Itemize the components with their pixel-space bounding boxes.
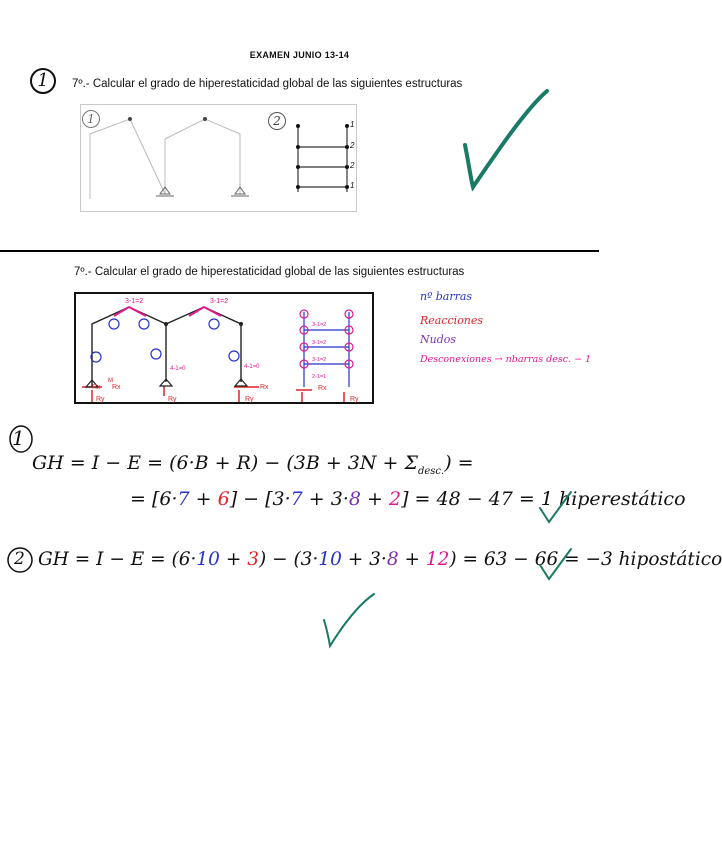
annotation-3: 4-1=0 bbox=[170, 366, 186, 372]
annotation-6: 3-1=2 bbox=[312, 340, 327, 346]
reaction-label-3: Rx bbox=[260, 384, 269, 391]
annotation-1: 3-1=2 bbox=[125, 298, 144, 305]
solution1-line2: = [6·7 + 6] − [3·7 + 3·8 + 2] = 48 − 47 = 1 hiperestático bbox=[130, 488, 686, 510]
structure-2-label: 2 bbox=[268, 112, 286, 130]
annotation-7: 3-1=2 bbox=[312, 357, 327, 363]
reaction-label-2: Ry bbox=[168, 396, 177, 403]
solution2-mark: 2 bbox=[14, 549, 25, 569]
support-label-rx: Rx bbox=[112, 384, 121, 391]
annotation-2: 3-1=2 bbox=[210, 298, 229, 305]
reaction-label-4: Ry bbox=[245, 396, 254, 403]
reaction-label-1: Rx bbox=[92, 384, 101, 391]
solution2-check-icon bbox=[535, 545, 575, 585]
solution1-mark: 1 bbox=[12, 426, 25, 450]
reaction-label-5: Rx bbox=[318, 385, 327, 392]
frame2-count-1: 1 bbox=[350, 120, 355, 129]
check-mark-icon bbox=[455, 85, 555, 195]
section-divider bbox=[0, 250, 599, 252]
solution1-line1: GH = $I - E = (6\cdot B + R) - (3B + 3N + \Sigma_{desc.})$ = bbox=[32, 452, 474, 477]
support-label-m: M bbox=[108, 378, 113, 384]
frame2-count-3: 2 bbox=[350, 161, 355, 170]
legend-bars: nº barras bbox=[420, 290, 473, 303]
question-text-scan: 7º.- Calcular el grado de hiperestaticidad global de las siguientes estructuras bbox=[72, 78, 463, 90]
frame2-count-4: 1 bbox=[350, 181, 355, 190]
solution2-line: GH = I − E = (6·10 + 3) − (3·10 + 3·8 + 12) = 63 − 66 = −3 hipostático bbox=[38, 549, 722, 570]
legend-reactions: Reacciones bbox=[420, 314, 484, 327]
support-label-ry: Ry bbox=[96, 396, 105, 403]
reaction-label-6: Ry bbox=[350, 396, 359, 403]
final-check-icon bbox=[318, 590, 380, 652]
annotation-4: 4-1=0 bbox=[244, 364, 260, 370]
structure-1-label: 1 bbox=[82, 110, 100, 128]
annotation-5: 3-1=2 bbox=[312, 322, 327, 328]
solution1-check-icon bbox=[535, 488, 575, 528]
legend-disconnections: Desconexiones → nbarras desc. − 1 bbox=[420, 354, 592, 365]
frame2-count-2: 2 bbox=[350, 141, 355, 150]
question-number-mark: 1 bbox=[30, 68, 56, 94]
legend-nodes: Nudos bbox=[420, 333, 457, 346]
annotation-8: 2-1=1 bbox=[312, 374, 327, 380]
exam-title: EXAMEN JUNIO 13-14 bbox=[249, 50, 350, 60]
question-text: 7º.- Calcular el grado de hiperestaticidad global de las siguientes estructuras bbox=[74, 266, 465, 278]
scanned-frame-drawing bbox=[80, 104, 357, 212]
solution1-circle-icon bbox=[8, 424, 34, 454]
